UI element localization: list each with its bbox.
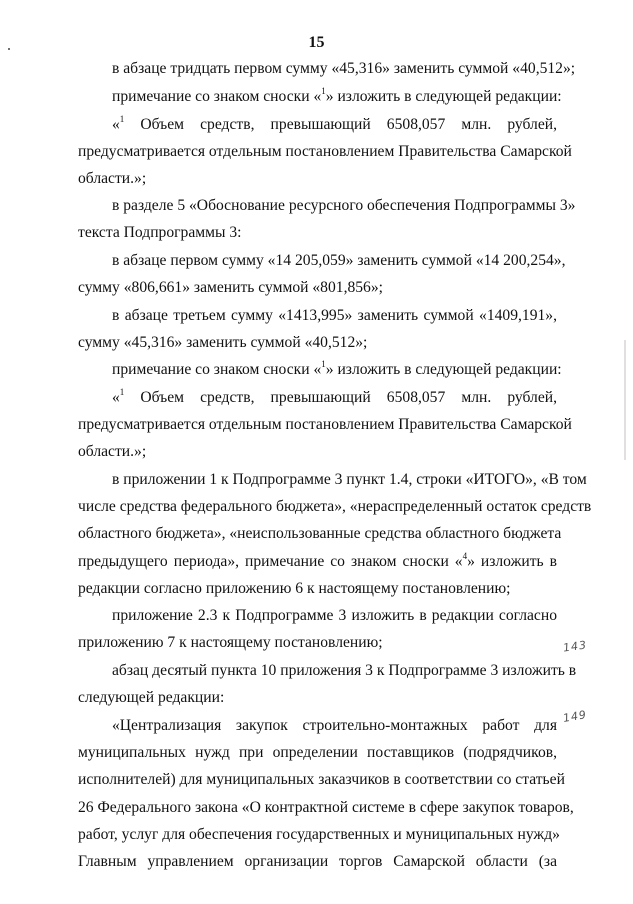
line-text: « [112, 116, 120, 133]
line-text: текста Подпрограммы 3: [78, 224, 242, 241]
text-line [78, 279, 557, 297]
line-text: » изложить в [467, 553, 557, 570]
text-line [78, 525, 562, 543]
line-text: в абзаце тридцать первом сумму «45,316» заменить суммой «40,512»; [112, 60, 576, 77]
line-text: предусматривается отдельным постановлением Правительства Самарской [78, 143, 572, 160]
footnote-marker: 4 [462, 551, 468, 561]
line-text: Объем средств, превышающий 6508,057 млн. рублей, [124, 116, 557, 133]
text-line [78, 744, 557, 762]
line-text: примечание со знаком сноски « [112, 361, 322, 378]
text-line [112, 307, 557, 325]
line-text: Объем средств, превышающий 6508,057 млн. рублей, [124, 389, 557, 406]
line-text: приложение 2.3 к Подпрограмме 3 изложить в редакции согласно [112, 607, 557, 624]
line-text: примечание со знаком сноски « [112, 88, 322, 105]
line-text: числе средства федерального бюджета», «нераспределенный остаток средств [78, 498, 592, 515]
text-line [78, 826, 560, 844]
text-line [112, 717, 557, 735]
line-text: сумму «45,316» заменить суммой «40,512»; [78, 334, 368, 351]
line-text: предусматривается отдельным постановлением Правительства Самарской [78, 416, 572, 433]
line-text: области.»; [78, 170, 147, 187]
page-number: 15 [308, 34, 325, 51]
handwritten-note: 149 [562, 708, 588, 725]
text-line [78, 689, 557, 707]
text-line [112, 389, 557, 407]
text-line [78, 143, 572, 161]
text-line [78, 580, 557, 598]
footnote-marker: 1 [119, 387, 125, 397]
text-line [112, 60, 576, 78]
text-line [112, 197, 576, 215]
scan-edge-mark [624, 340, 626, 460]
footnote-marker: 1 [321, 359, 326, 369]
text-line [78, 634, 557, 652]
line-text: работ, услуг для обеспечения государственных и муниципальных нужд» [78, 826, 560, 843]
line-text: муниципальных нужд при определении поставщиков (подрядчиков, [78, 744, 557, 761]
line-text: в абзаце третьем сумму «1413,995» заменить суммой «1409,191», [112, 307, 557, 324]
text-line [78, 799, 574, 817]
text-line [112, 662, 577, 680]
footnote-marker: 1 [119, 114, 125, 124]
line-text: исполнителей) для муниципальных заказчиков в соответствии со статьей [78, 771, 565, 788]
footnote-marker: 1 [321, 86, 326, 96]
text-line [112, 252, 566, 270]
text-line [78, 416, 572, 434]
text-line [112, 607, 557, 625]
line-text: » изложить в следующей редакции: [325, 88, 562, 105]
line-text: в разделе 5 «Обоснование ресурсного обеспечения Подпрограммы 3» [112, 197, 576, 214]
line-text: 26 Федерального закона «О контрактной системе в сфере закупок товаров, [78, 799, 574, 816]
line-text: в абзаце первом сумму «14 205,059» заменить суммой «14 200,254», [112, 252, 566, 269]
text-line [112, 359, 562, 379]
line-text: Главным управлением организации торгов Самарской области (за [78, 853, 557, 870]
handwritten-note: 143 [562, 638, 588, 655]
line-text: сумму «806,661» заменить суммой «801,856»; [78, 279, 383, 296]
text-line [78, 853, 557, 871]
line-text: «Централизация закупок строительно-монтажных работ для [112, 717, 557, 734]
line-text: в приложении 1 к Подпрограмме 3 пункт 1.4, строки «ИТОГО», «В том [112, 471, 587, 488]
line-text: абзац десятый пункта 10 приложения 3 к Подпрограмме 3 изложить в [112, 662, 577, 679]
line-text: области.»; [78, 443, 147, 460]
line-text: предыдущего периода», примечание со знаком сноски « [78, 553, 463, 570]
line-text: приложению 7 к настоящему постановлению; [78, 634, 383, 651]
text-line [78, 334, 557, 352]
line-text: областного бюджета», «неиспользованные средства областного бюджета [78, 525, 562, 542]
line-text: « [112, 389, 120, 406]
text-line [78, 224, 557, 242]
text-line [78, 443, 557, 461]
text-line [112, 471, 587, 489]
line-text: редакции согласно приложению 6 к настоящему постановлению; [78, 580, 511, 597]
text-line [78, 771, 565, 789]
line-text: » изложить в следующей редакции: [325, 361, 562, 378]
line-text: следующей редакции: [78, 689, 225, 706]
text-line [112, 116, 557, 134]
text-line [112, 86, 562, 106]
text-line [78, 170, 557, 188]
text-line [78, 498, 592, 516]
text-line [78, 553, 557, 571]
